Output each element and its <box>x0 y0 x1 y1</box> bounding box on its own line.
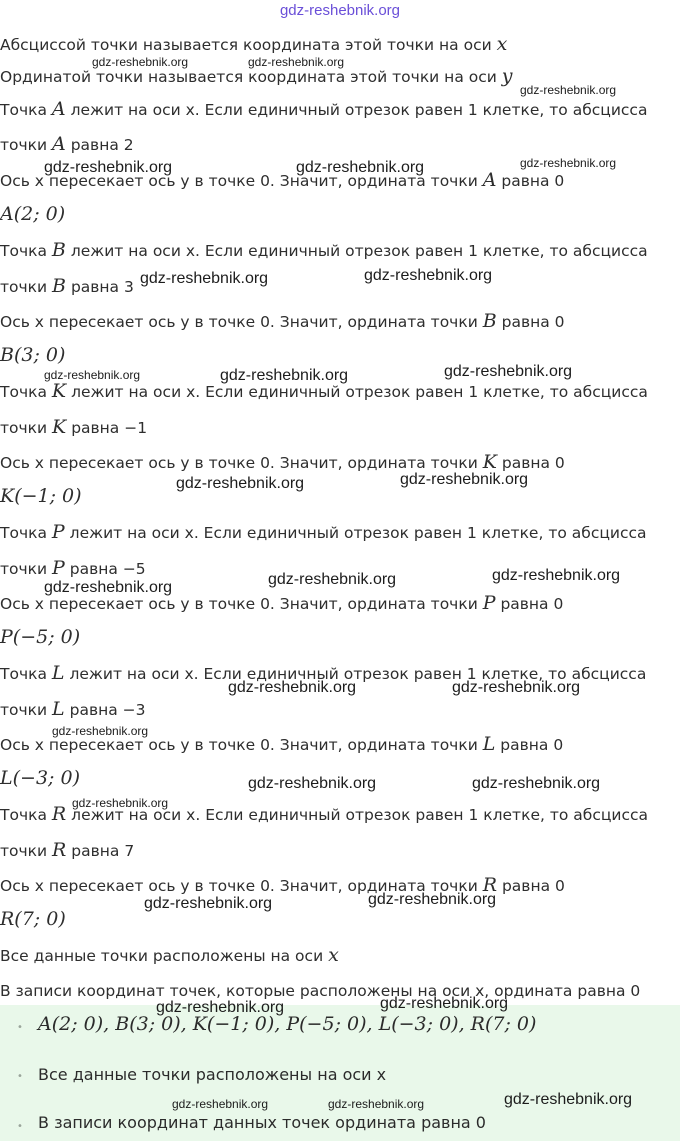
line-text: точки <box>0 278 48 296</box>
math-term: B(3; 0) <box>0 344 66 366</box>
watermark: gdz-reshebnik.org <box>72 796 169 810</box>
line-text: Ось x пересекает ось y в точке 0. Значит, ордината точки <box>0 454 478 472</box>
text-line <box>0 240 648 261</box>
line-text: Ось x пересекает ось y в точке 0. Значит, ордината точки <box>0 877 478 895</box>
line-text: равна 0 <box>500 736 564 754</box>
watermark: gdz-reshebnik.org <box>520 156 617 170</box>
watermark: gdz-reshebnik.org <box>444 363 573 380</box>
math-term: P <box>52 557 65 579</box>
math-term: x <box>328 944 339 966</box>
line-text: равна 0 <box>501 172 565 190</box>
line-text: точки <box>0 701 48 719</box>
line-text: равна 2 <box>70 136 134 154</box>
line-text: Все данные точки расположены на оси <box>0 947 324 965</box>
math-term: R(7; 0) <box>0 908 66 930</box>
math-term: L <box>52 698 65 720</box>
math-term: P <box>482 592 496 614</box>
watermark: gdz-reshebnik.org <box>368 891 497 908</box>
watermark: gdz-reshebnik.org <box>176 475 305 492</box>
line-text: В записи координат точек, которые расположены на оси x, ордината равна 0 <box>0 982 641 1000</box>
summary-item-coordinates: A(2; 0), B(3; 0), K(−1; 0), P(−5; 0), L(−3; 0), R(7; 0) <box>38 1013 537 1035</box>
line-text: равна 0 <box>501 877 565 895</box>
watermark: gdz-reshebnik.org <box>492 567 621 584</box>
line-text: точки <box>0 842 48 860</box>
line-text: лежит на оси x. Если единичный отрезок равен 1 клетке, то абсцисса <box>69 665 647 683</box>
text-line <box>0 345 65 366</box>
watermark: gdz-reshebnik.org <box>472 775 601 792</box>
watermark: gdz-reshebnik.org <box>228 679 357 696</box>
summary-item-ordinate: В записи координат данных точек ордината равна 0 <box>38 1113 486 1132</box>
watermark: gdz-reshebnik.org <box>92 55 189 69</box>
line-text: равна −1 <box>71 419 148 437</box>
watermark: gdz-reshebnik.org <box>504 1091 633 1108</box>
watermark: gdz-reshebnik.org <box>144 895 273 912</box>
text-line <box>0 768 80 789</box>
math-term: B <box>482 310 497 332</box>
bullet-icon: • <box>17 1121 23 1132</box>
line-text: равна −3 <box>69 701 146 719</box>
line-text: лежит на оси x. Если единичный отрезок равен 1 клетке, то абсцисса <box>71 806 649 824</box>
math-term: R <box>482 874 498 896</box>
math-term: P <box>51 521 65 543</box>
line-text: Абсциссой точки называется координата этой точки на оси <box>0 36 492 54</box>
line-text: точки <box>0 419 48 437</box>
line-text: точки <box>0 136 48 154</box>
math-term: A <box>51 98 66 120</box>
text-line <box>0 522 647 543</box>
watermark: gdz-reshebnik.org <box>172 1097 269 1111</box>
watermark: gdz-reshebnik.org <box>248 55 345 69</box>
line-text: равна −5 <box>69 560 146 578</box>
math-term: A <box>482 169 497 191</box>
line-text: Ординатой точки называется координата этой точки на оси <box>0 68 497 86</box>
watermark: gdz-reshebnik.org <box>452 679 581 696</box>
line-text: точки <box>0 560 48 578</box>
watermark: gdz-reshebnik.org <box>44 579 173 596</box>
line-text: равна 7 <box>71 842 135 860</box>
watermark: gdz-reshebnik.org <box>44 368 141 382</box>
line-text: лежит на оси x. Если единичный отрезок равен 1 клетке, то абсцисса <box>69 524 647 542</box>
math-term: B <box>52 275 67 297</box>
line-text: Точка <box>0 242 47 260</box>
math-term: B <box>51 239 66 261</box>
line-text: лежит на оси x. Если единичный отрезок равен 1 клетке, то абсцисса <box>70 101 648 119</box>
line-text: равна 3 <box>70 278 134 296</box>
text-line <box>0 417 147 438</box>
math-term: A(2; 0) <box>0 203 66 225</box>
text-line <box>0 134 134 155</box>
line-text: равна 0 <box>500 595 564 613</box>
watermark: gdz-reshebnik.org <box>520 83 617 97</box>
watermark: gdz-reshebnik.org <box>364 267 493 284</box>
text-line <box>0 627 80 648</box>
math-term: A <box>52 133 66 155</box>
summary-item-axis: Все данные точки расположены на оси x <box>38 1065 387 1084</box>
math-term: L <box>51 662 65 684</box>
line-text: Точка <box>0 383 47 401</box>
watermark: gdz-reshebnik.org <box>380 995 509 1012</box>
math-term: R <box>52 839 67 861</box>
text-line <box>0 34 507 55</box>
line-text: Точка <box>0 101 47 119</box>
math-term: x <box>496 33 508 55</box>
line-text: Ось x пересекает ось y в точке 0. Значит, ордината точки <box>0 595 478 613</box>
math-term: R <box>51 803 67 825</box>
text-line <box>0 486 82 507</box>
line-text: лежит на оси x. Если единичный отрезок равен 1 клетке, то абсцисса <box>71 383 648 401</box>
line-text: Ось x пересекает ось y в точке 0. Значит, ордината точки <box>0 736 478 754</box>
watermark: gdz-reshebnik.org <box>328 1097 425 1111</box>
bullet-icon: • <box>17 1022 23 1033</box>
math-term: P(−5; 0) <box>0 626 81 648</box>
text-line <box>0 99 647 120</box>
watermark: gdz-reshebnik.org <box>220 367 349 384</box>
text-line <box>0 204 65 225</box>
watermark: gdz-reshebnik.org <box>268 571 397 588</box>
line-text: лежит на оси x. Если единичный отрезок равен 1 клетке, то абсцисса <box>70 242 648 260</box>
text-line <box>0 699 146 720</box>
watermark: gdz-reshebnik.org <box>400 471 529 488</box>
watermark: gdz-reshebnik.org <box>296 159 425 176</box>
line-text: Точка <box>0 806 47 824</box>
math-term: y <box>501 65 513 87</box>
text-line <box>0 311 565 332</box>
line-text: Точка <box>0 524 47 542</box>
text-line <box>0 840 134 861</box>
text-line <box>0 452 565 473</box>
math-term: K <box>51 380 67 402</box>
line-text: Ось x пересекает ось y в точке 0. Значит, ордината точки <box>0 313 478 331</box>
line-text: равна 0 <box>501 313 565 331</box>
site-header: gdz-reshebnik.org <box>279 2 401 19</box>
line-text: равна 0 <box>501 454 565 472</box>
math-term: K(−1; 0) <box>0 485 82 507</box>
math-term: L(−3; 0) <box>0 767 80 789</box>
text-line <box>0 558 146 579</box>
watermark: gdz-reshebnik.org <box>248 775 377 792</box>
watermark: gdz-reshebnik.org <box>52 724 149 738</box>
answer-summary <box>0 1005 680 1141</box>
watermark: gdz-reshebnik.org <box>140 270 269 287</box>
text-line <box>0 909 66 930</box>
bullet-icon: • <box>17 1071 23 1082</box>
math-term: K <box>52 416 67 438</box>
math-term: L <box>482 733 496 755</box>
text-line <box>0 276 134 297</box>
line-text: Ось x пересекает ось y в точке 0. Значит, ордината точки <box>0 172 478 190</box>
text-line <box>0 980 640 1001</box>
watermark: gdz-reshebnik.org <box>44 159 173 176</box>
math-term: K <box>482 451 497 473</box>
text-line <box>0 945 339 966</box>
text-line <box>0 66 513 87</box>
line-text: Точка <box>0 665 47 683</box>
watermark: gdz-reshebnik.org <box>156 999 285 1016</box>
